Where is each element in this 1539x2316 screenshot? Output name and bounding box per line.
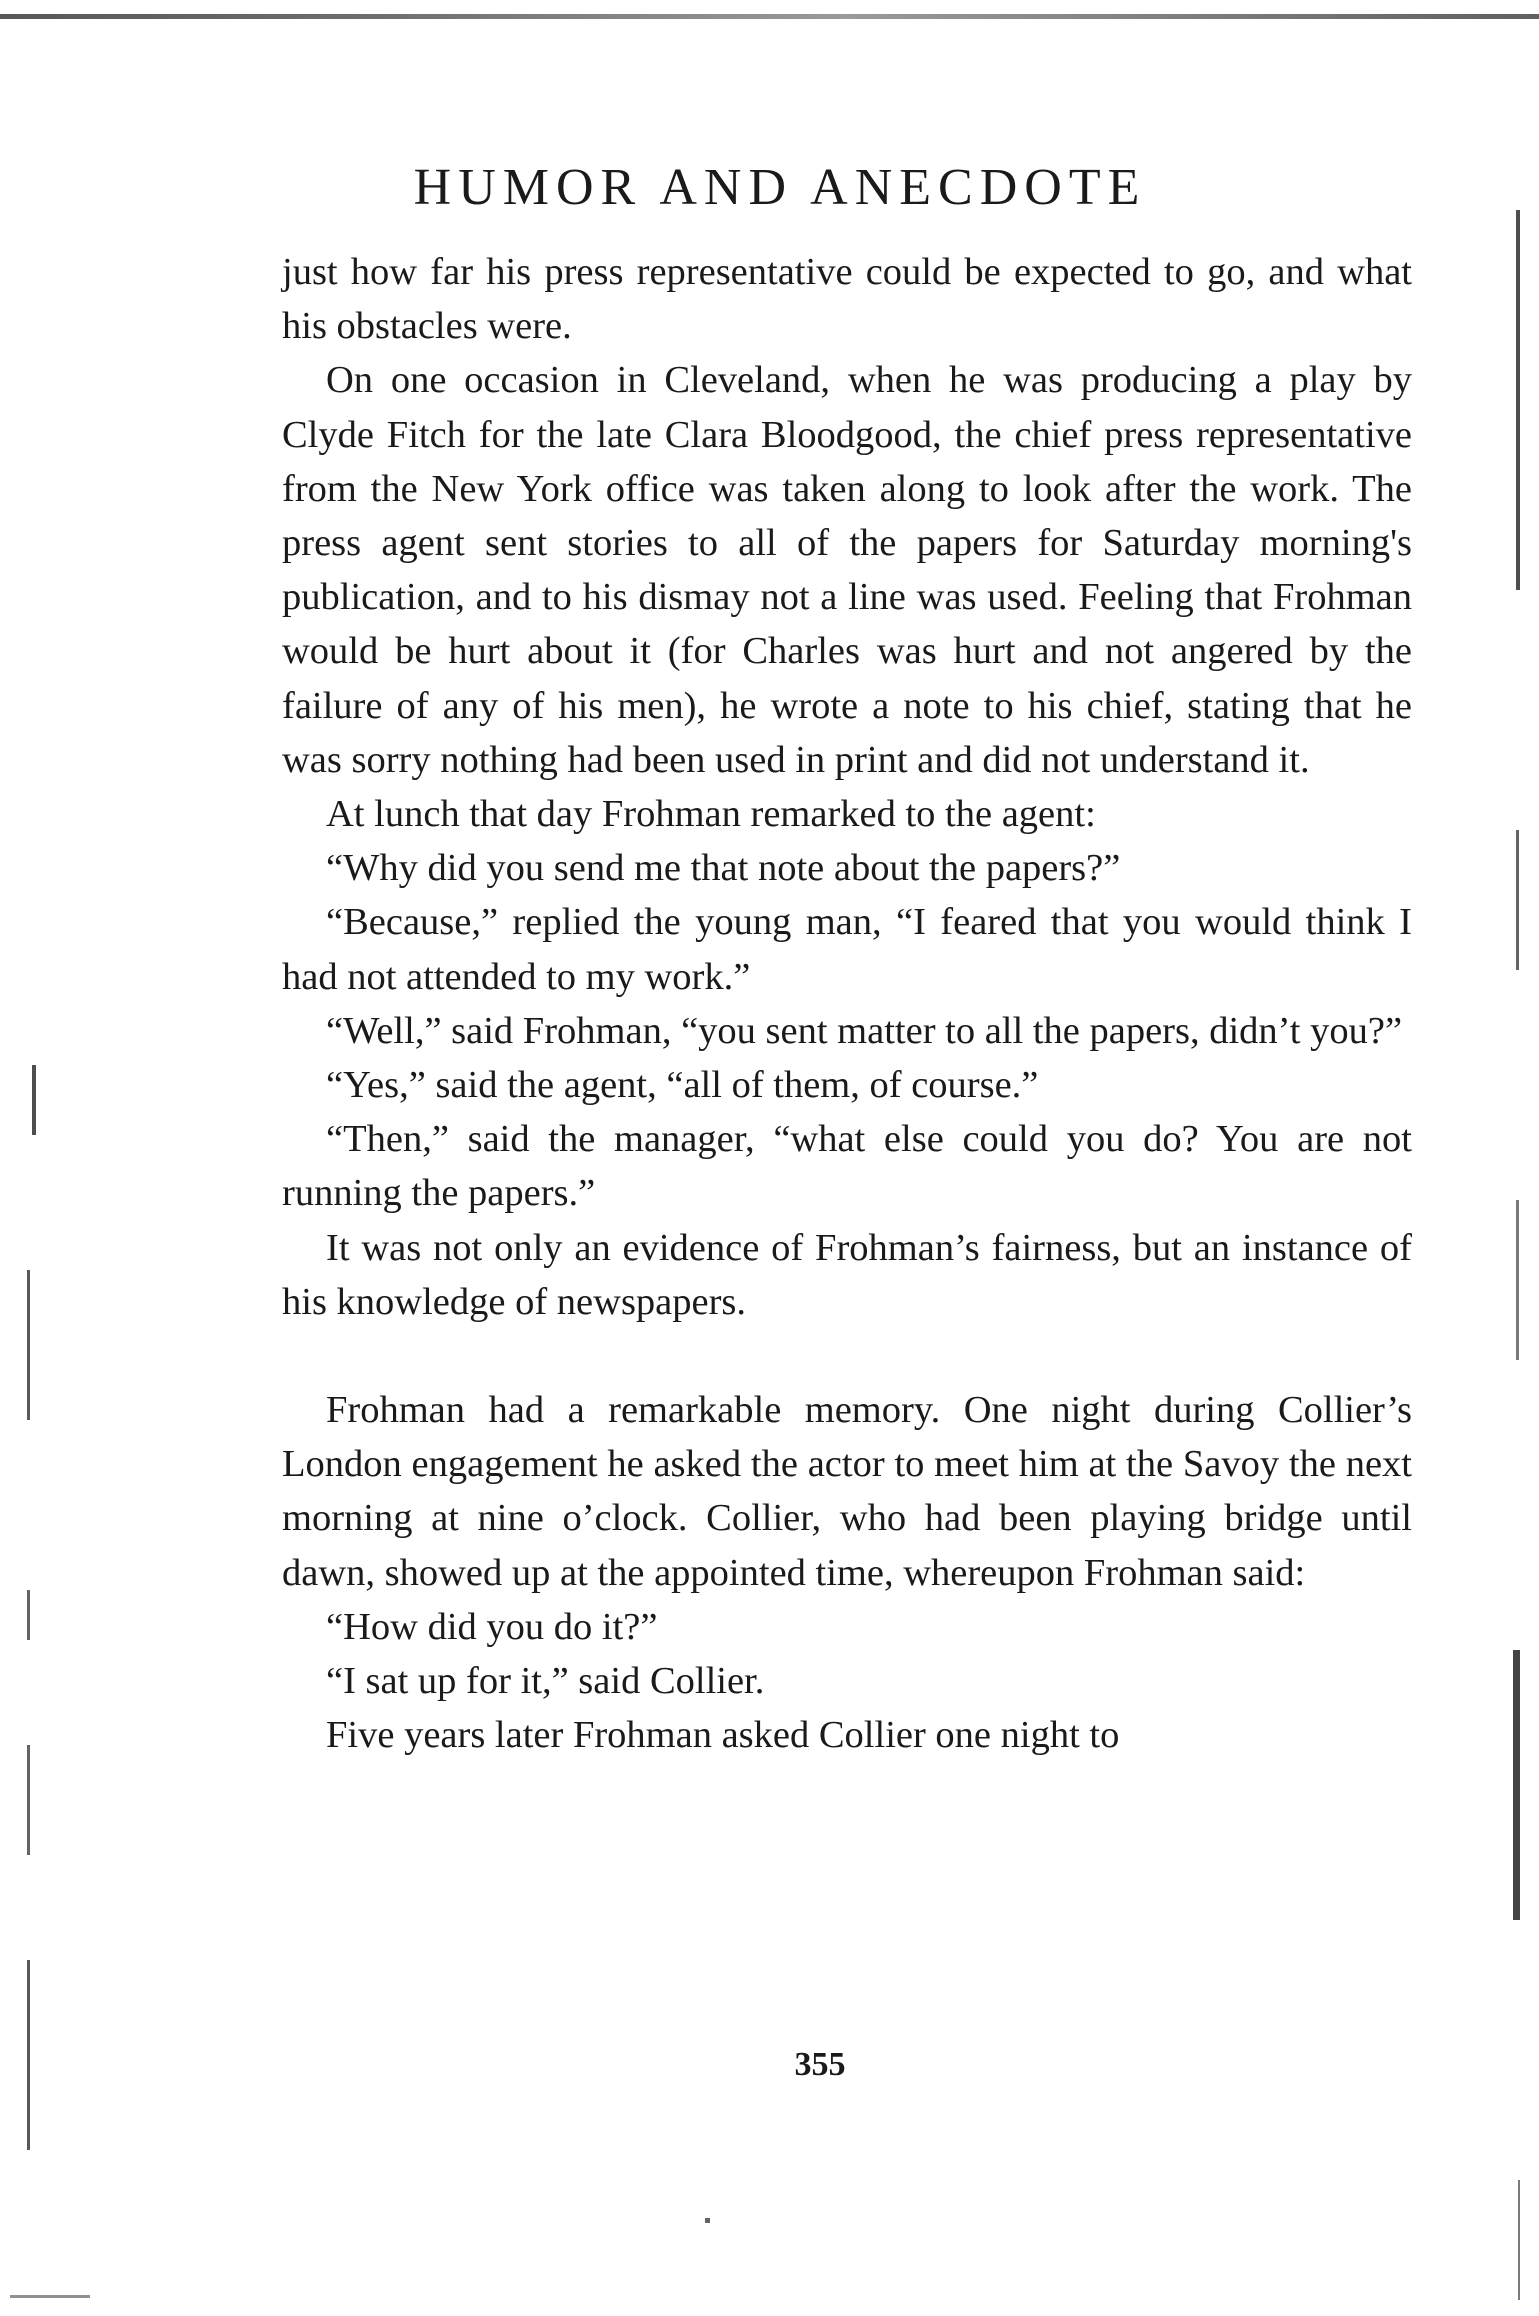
scan-mark-right-3	[1516, 1200, 1519, 1360]
body-text	[282, 245, 1412, 1762]
scan-mark-right-4	[1513, 1650, 1520, 1920]
dialogue-because: “Because,” replied the young man, “I feared that you would think I had not attended to my work.”	[282, 901, 1412, 998]
paragraph-continuation: just how far his press representative could be expected to go, and what his obstacles were.	[282, 251, 1412, 348]
dialogue-then: “Then,” said the manager, “what else could you do? You are not running the papers.”	[282, 1118, 1412, 1215]
paragraph-five-years: Five years later Frohman asked Collier one night to	[326, 1714, 1120, 1757]
scan-mark-left-5	[27, 1960, 30, 2150]
scan-mark-left-4	[27, 1745, 30, 1855]
scan-mark-left-3	[27, 1590, 30, 1640]
paragraph-memory: Frohman had a remarkable memory. One night during Collier’s London engagement he asked the actor to meet him at the Savoy the next morning at nine o’clock. Collier, who had been playing bridge until dawn, showed up at the appointed time, whereupon Frohman said:	[282, 1389, 1412, 1594]
paragraph-lunch: At lunch that day Frohman remarked to the agent:	[326, 793, 1096, 836]
running-head: HUMOR AND ANECDOTE	[413, 159, 1147, 216]
scan-mark-right-1	[1516, 210, 1520, 590]
scan-dot-bottom	[705, 2218, 710, 2223]
scan-mark-left-1	[32, 1065, 36, 1135]
paragraph-fairness: It was not only an evidence of Frohman’s fairness, but an instance of his knowledge of newspapers.	[282, 1226, 1412, 1323]
dialogue-why: “Why did you send me that note about the papers?”	[326, 847, 1121, 890]
dialogue-sat-up: “I sat up for it,” said Collier.	[326, 1660, 765, 1703]
paragraph-cleveland: On one occasion in Cleveland, when he was producing a play by Clyde Fitch for the late Clara Bloodgood, the chief press representative from the New York office was taken along to look after the work. The press agent sent stories to all of the papers for Saturday morning's publication, and to his dismay not a line was used. Feeling that Frohman would be hurt about it (for Charles was hurt and not angered by the failure of any of his men), he wrote a note to his chief, stating that he was sorry nothing had been used in print and did not understand it.	[282, 359, 1412, 781]
dialogue-yes: “Yes,” said the agent, “all of them, of course.”	[326, 1064, 1039, 1107]
scan-mark-left-2	[27, 1270, 30, 1420]
dialogue-well: “Well,” said Frohman, “you sent matter to all the papers, didn’t you?”	[326, 1009, 1403, 1052]
page-number: 355	[794, 2046, 846, 2083]
scan-mark-bottom-left	[10, 2295, 90, 2298]
scan-top-edge	[0, 14, 1539, 19]
scan-mark-right-2	[1516, 830, 1519, 970]
dialogue-how: “How did you do it?”	[326, 1605, 658, 1648]
scan-mark-right-5	[1518, 2180, 1520, 2300]
